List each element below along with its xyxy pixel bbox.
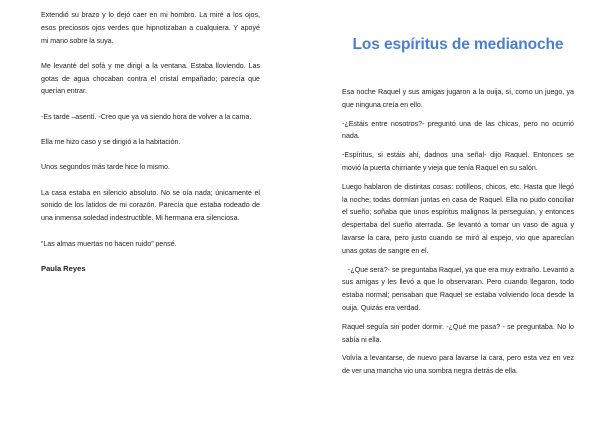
paragraph-gap [41, 98, 260, 111]
left-paragraph-2: Me levanté del sofá y me dirigí a la ventana. Estaba lloviendo. Las gotas de agua chocaban contra el cristal empañado; parecía que querían entrar. [41, 61, 260, 96]
story-body [342, 86, 574, 378]
author-signature: Paula Reyes [41, 263, 86, 273]
paragraph-gap [41, 124, 260, 137]
right-paragraph-2: -¿Estáis entre nosotros?- preguntó una de las chicas, pero no ocurrió nada. [342, 119, 574, 141]
right-page [300, 0, 600, 424]
left-paragraph-3: -Es tarde –asentí. -Creo que ya va siendo hora de volver a la cama. [41, 112, 252, 121]
story-title: Los espíritus de medianoche [352, 36, 564, 53]
right-paragraph-4: Luego hablaron de distintas cosas: cotilleos, chicos, etc. Hasta que llegó la noche; todas dormían juntas en casa de Raquel. Ella no pudo conciliar el sueño; soñaba que unos espíritus malignos la perseguían, y entonces despertaba del sueño aterrada. Se levantó a tomar un vaso de agua y lavarse la cara, pero justo cuando se miró al espejo, vio que aparecían unas gotas de sangre en el. [342, 182, 574, 255]
paragraph-gap [41, 174, 260, 187]
left-paragraph-1: Extendió su brazo y lo dejó caer en mi hombro. La miré a los ojos, esos preciosos ojos verdes que hipnotizaban a cualquiera. Y apoyé mi mano sobre la suya. [41, 11, 260, 45]
paragraph-gap [41, 149, 260, 162]
left-paragraph-4: Ella me hizo caso y se dirigió a la habitación. [41, 138, 181, 147]
right-paragraph-6: Raquel seguía sin poder dormir. -¿Qué me pasa? - se preguntaba. No lo sabía ni ella. [342, 322, 574, 344]
right-paragraph-3: -Espíritus, si estáis ahí, dadnos una señal- dijo Raquel. Entonces se movió la puerta chirriante y vieja que tenía Raquel en su salón. [342, 151, 574, 172]
left-paragraph-7: “Las almas muertas no hacen ruido” pensé. [41, 239, 177, 248]
right-paragraph-7: Volvía a levantarse, de nuevo para lavarse la cara, pero esta vez en vez de ver una mancha vio una sombra negra detrás de ella. [342, 354, 574, 376]
paragraph-gap [41, 250, 260, 263]
right-paragraph-5: -¿Que será?- se preguntaba Raquel, ya que era muy extraño. Levantó a sus amigas y les llevó a que lo observaran. Pero cuando llegaron, todo estaba normal; pensaban que Raquel se estaba volviendo loca desde la ouija. Quizás era verdad. [342, 265, 574, 312]
right-paragraph-1: Esa noche Raquel y sus amigas jugaron a la ouija, sí, como un juego, ya que ninguna creía en ello. [342, 88, 574, 109]
paragraph-gap [41, 47, 260, 60]
paragraph-gap [41, 225, 260, 238]
left-paragraph-6: La casa estaba en silencio absoluto. No se oía nada; únicamente el sonido de los latidos de mi corazón. Parecía que estaba rodeado de una inmensa soledad indestructible. Mi hermana era silenciosa. [41, 188, 260, 223]
left-paragraph-5: Unos segundos más tarde hice lo mismo. [41, 163, 170, 172]
